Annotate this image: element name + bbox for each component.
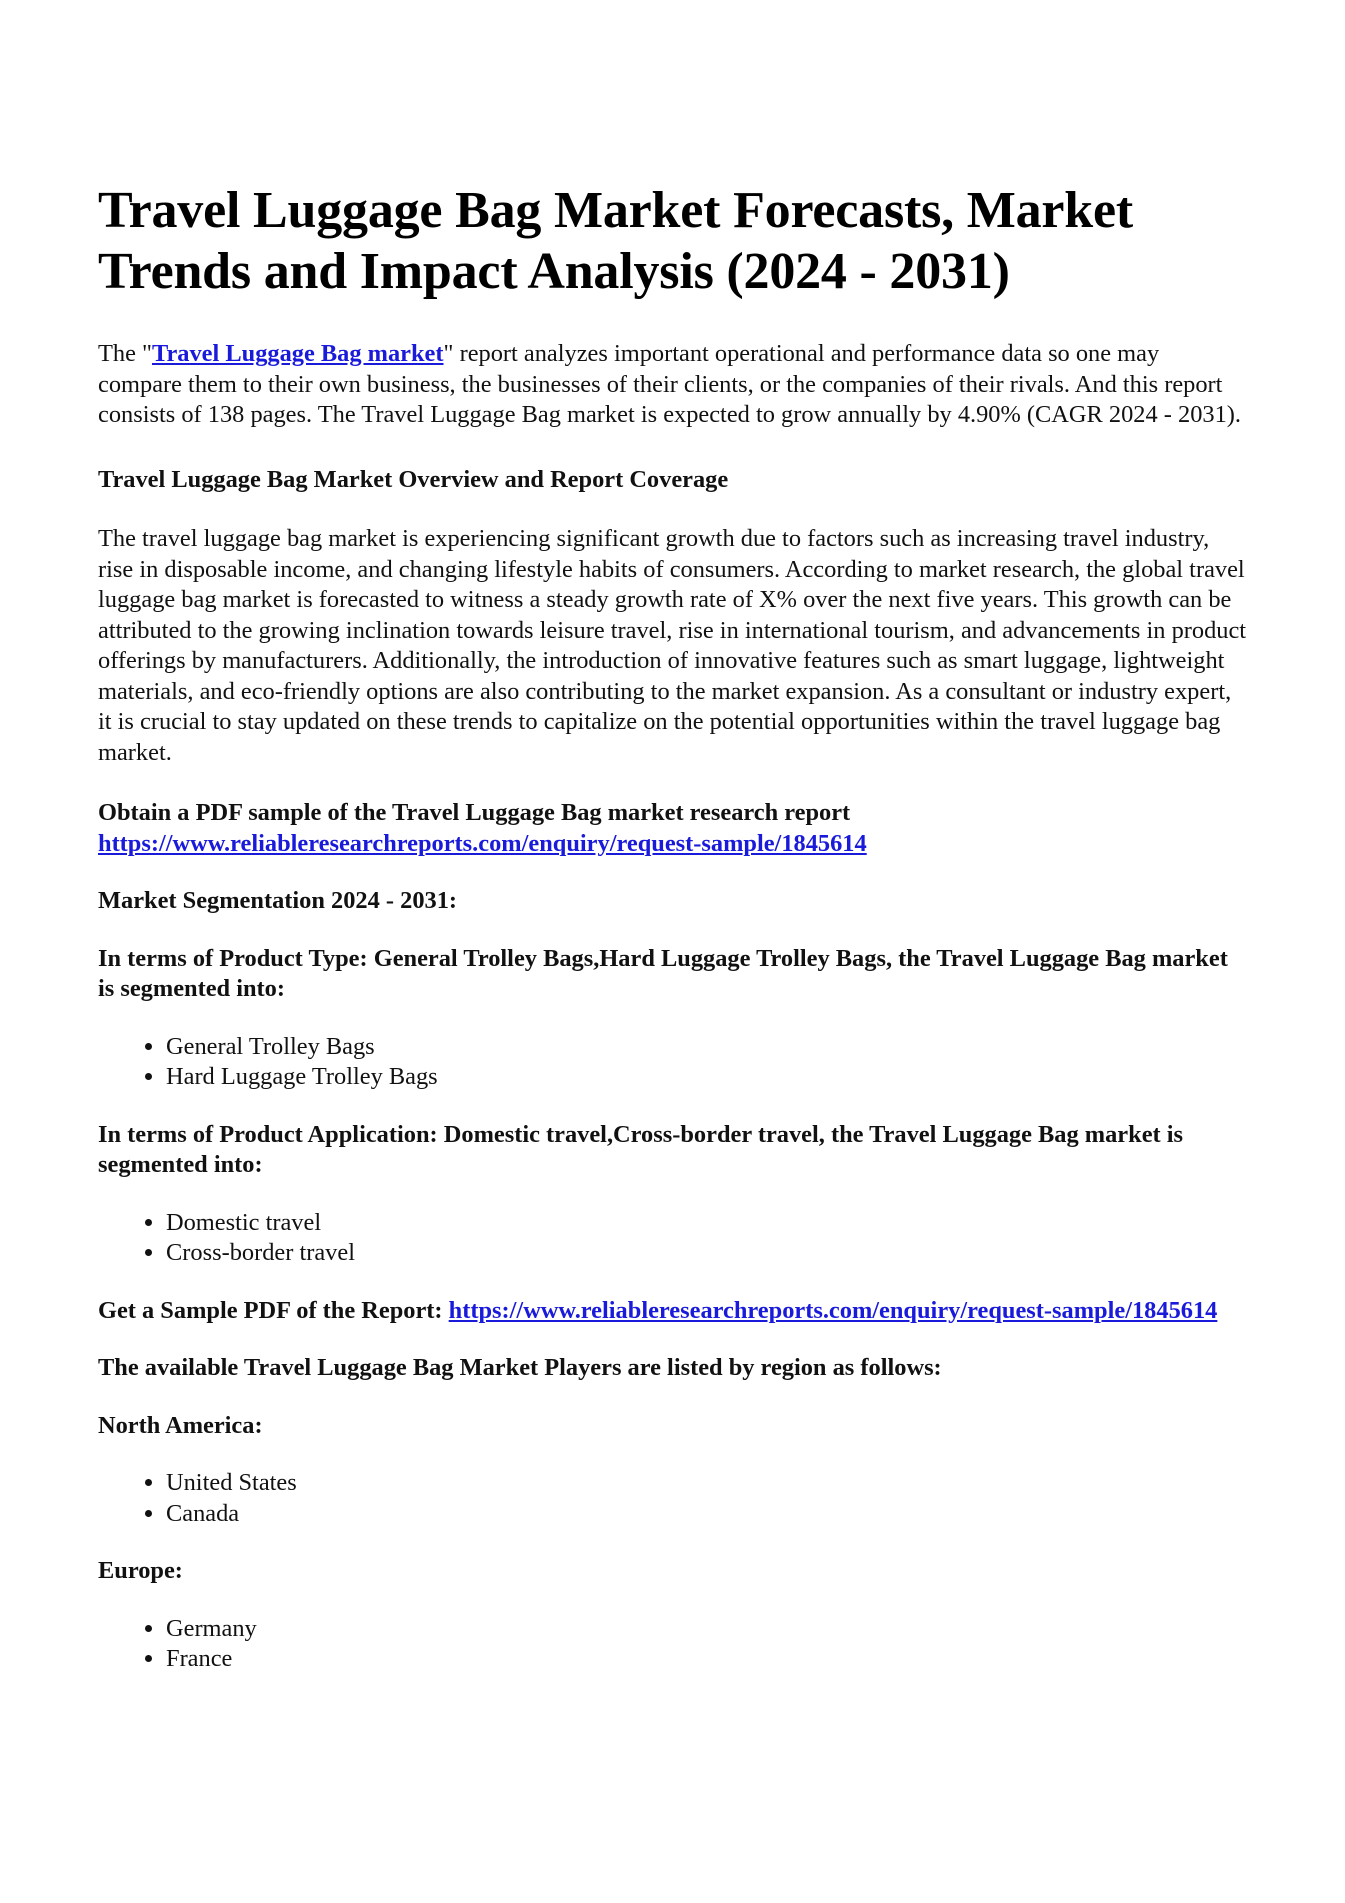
list-item: • General Trolley Bags <box>166 1032 1247 1063</box>
region-heading-europe: Europe: <box>98 1557 183 1584</box>
sample-cta-paragraph <box>98 798 1247 859</box>
sample-pdf-paragraph <box>98 1296 1247 1327</box>
europe-country-list <box>98 1614 1247 1675</box>
list-item: • France <box>166 1644 1247 1675</box>
list-item: • Domestic travel <box>166 1208 1247 1239</box>
page-title: Travel Luggage Bag Market Forecasts, Market Trends and Impact Analysis (2024 - 2031) <box>98 182 1134 300</box>
list-item: • Hard Luggage Trolley Bags <box>166 1062 1247 1093</box>
intro-paragraph <box>98 339 1247 431</box>
sample-pdf-text: Get a Sample PDF of the Report: <box>98 1296 449 1324</box>
intro-prefix: The " <box>98 340 152 367</box>
list-item: • United States <box>166 1468 1247 1499</box>
region-heading-north-america: North America: <box>98 1411 263 1439</box>
list-item: • Germany <box>166 1614 1247 1645</box>
list-item: • Cross-border travel <box>166 1238 1247 1269</box>
segmentation-heading: Market Segmentation 2024 - 2031: <box>98 887 458 914</box>
north-america-country-list <box>98 1468 1247 1529</box>
overview-paragraph: The travel luggage bag market is experiencing significant growth due to factors such as increasing travel industry, rise in disposable income, and changing lifestyle habits of consumers. According to market research, the global travel luggage bag market is forecasted to witness a steady growth rate of X% over the next five years. This growth can be attributed to the growing inclination towards leisure travel, rise in international tourism, and advancements in product offerings by manufacturers. Additionally, the introduction of innovative features such as smart luggage, lightweight materials, and eco-friendly options are also contributing to the market expansion. As a consultant or industry expert, it is crucial to stay updated on these trends to capitalize on the potential opportunities within the travel luggage bag market. <box>98 525 1247 766</box>
overview-heading: Travel Luggage Bag Market Overview and Report Coverage <box>98 465 729 493</box>
market-report-link[interactable]: Travel Luggage Bag market <box>151 340 444 367</box>
sample-cta-text: Obtain a PDF sample of the Travel Luggage Bag market research report <box>98 799 851 826</box>
list-item: • Canada <box>166 1499 1247 1530</box>
players-heading: The available Travel Luggage Bag Market Players are listed by region as follows: <box>98 1354 942 1381</box>
sample-pdf-link[interactable]: https://www.reliableresearchreports.com/enquiry/request-sample/1845614 <box>448 1296 1218 1324</box>
intro-suffix: " report analyzes important operational and performance data so one may compare them to their own business, the businesses of their clients, or the companies of their rivals. And this report consists of 138 pages. The Travel Luggage Bag market is expected to grow annually by 4.90% (CAGR 2024 - 2031). <box>98 340 1242 428</box>
sample-request-link[interactable]: https://www.reliableresearchreports.com/enquiry/request-sample/1845614 <box>98 829 867 857</box>
product-application-heading: In terms of Product Application: Domestic travel,Cross-border travel, the Travel Luggage Bag market is segmented into: <box>98 1120 1184 1178</box>
product-type-heading: In terms of Product Type: General Trolley Bags,Hard Luggage Trolley Bags, the Travel Luggage Bag market is segmented into: <box>98 944 1228 1002</box>
product-application-list <box>98 1208 1247 1269</box>
product-type-list <box>98 1032 1247 1093</box>
